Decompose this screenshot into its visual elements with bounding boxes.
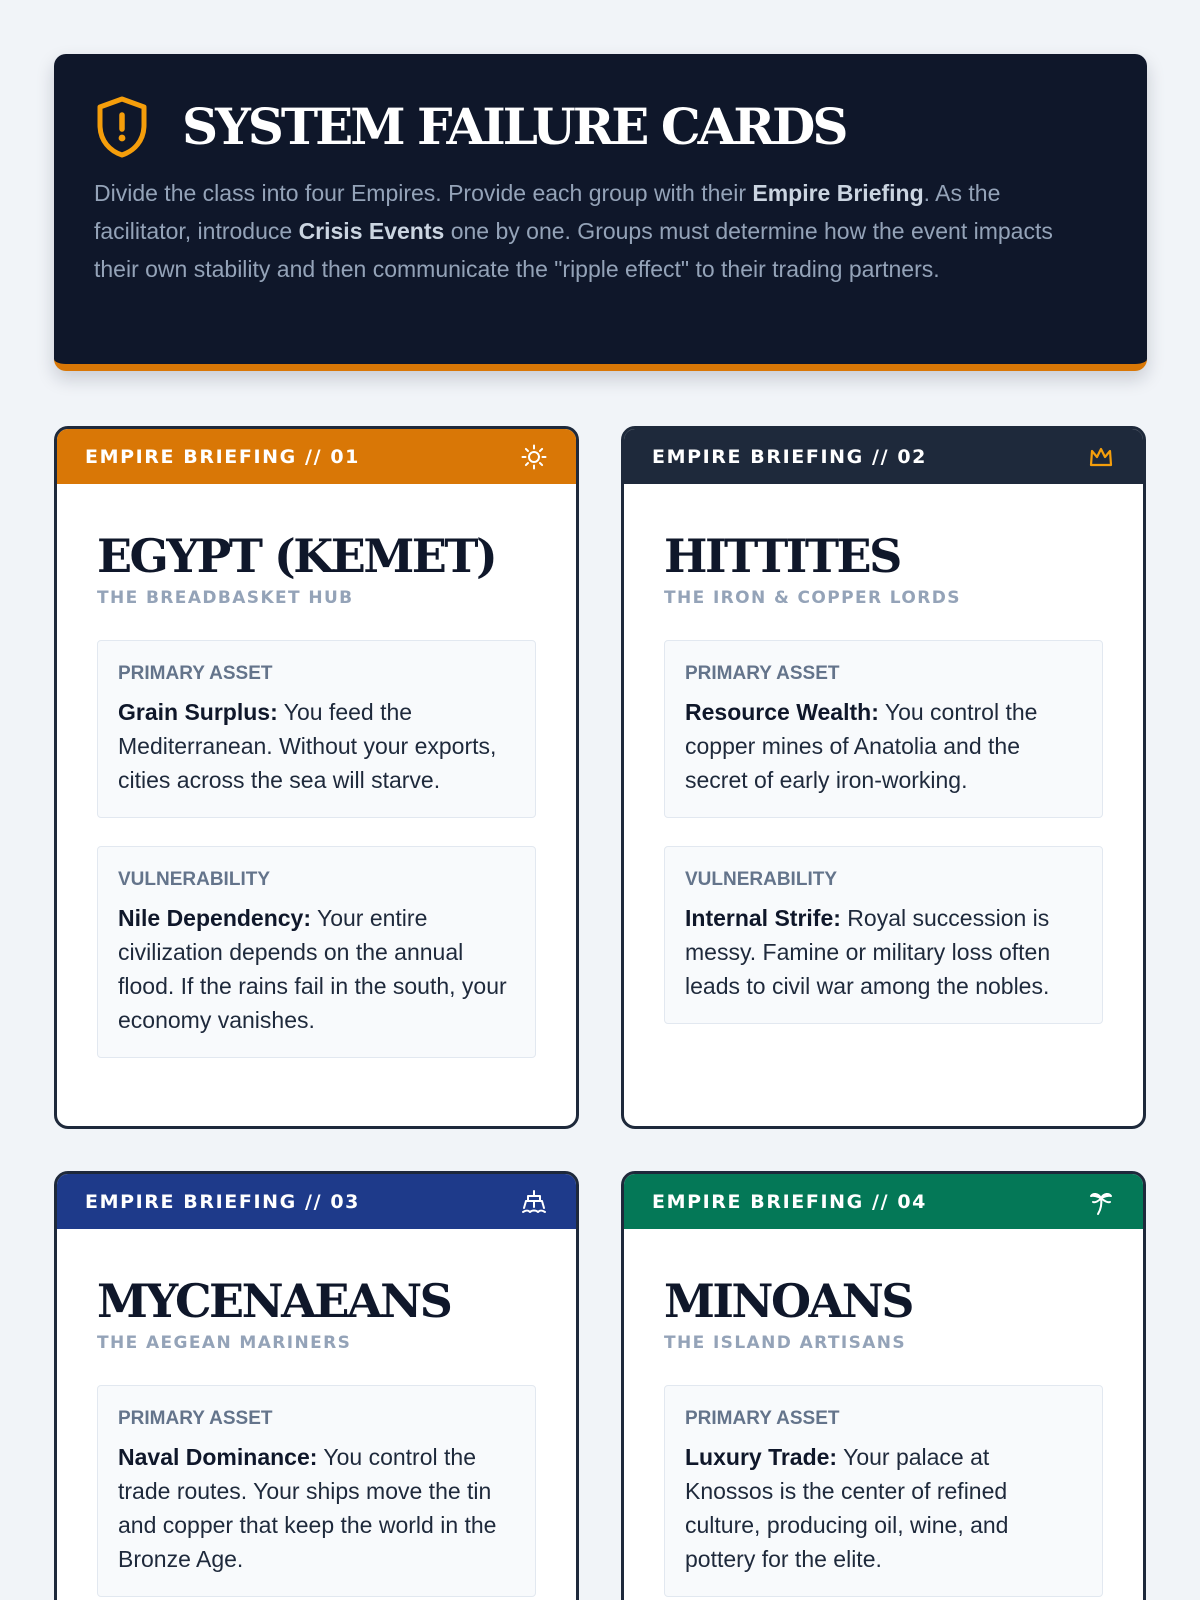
crown-icon [1087,443,1115,471]
primary-asset-label: PRIMARY ASSET [118,1408,273,1429]
card-header [57,429,576,484]
primary-asset-text [118,1440,515,1576]
card-body [624,484,1143,1024]
asset-title: Grain Surplus: [118,699,278,725]
card-body [57,1229,576,1597]
palm-tree-icon [1087,1188,1115,1216]
ship-icon [520,1188,548,1216]
vulnerability-text [685,901,1082,1003]
asset-description: You feed the Mediterranean. Without your exports, cities across the sea will starve. [118,699,497,793]
empire-name: MINOANS [664,1274,913,1328]
intro-emphasis-crisis-events: Crisis Events [298,218,445,244]
card-header-label: EMPIRE BRIEFING // 04 [652,1190,927,1213]
empire-subtitle: THE IRON & COPPER LORDS [664,588,961,608]
card-header [624,429,1143,484]
empire-card-minoans [621,1171,1146,1600]
card-header [624,1174,1143,1229]
vulnerability-description: Royal succession is messy. Famine or military loss often leads to civil war among the nobles. [685,905,1051,999]
intro-text: . As the facilitator, introduce [94,180,1001,244]
vulnerability-title: Internal Strife: [685,905,841,931]
vulnerability-text [118,901,515,1037]
asset-title: Luxury Trade: [685,1444,838,1470]
asset-title: Naval Dominance: [118,1444,318,1470]
vulnerability-title: Nile Dependency: [118,905,311,931]
vulnerability-box [664,846,1103,1024]
card-header [57,1174,576,1229]
intro-panel [54,54,1147,371]
primary-asset-box [664,640,1103,818]
primary-asset-text [118,695,515,797]
primary-asset-label: PRIMARY ASSET [685,1408,840,1429]
empire-card-hittites [621,426,1146,1129]
intro-emphasis-empire-briefing: Empire Briefing [752,180,924,206]
vulnerability-description: Your entire civilization depends on the annual flood. If the rains fail in the south, your economy vanishes. [118,905,507,1033]
primary-asset-box [97,640,536,818]
intro-text: one by one. Groups must determine how the event impacts their own stability and then communicate the "ripple effect" to their trading partners. [94,218,1053,282]
vulnerability-label: VULNERABILITY [685,869,837,890]
intro-text: Divide the class into four Empires. Provide each group with their [94,180,753,206]
card-body [57,484,576,1058]
primary-asset-label: PRIMARY ASSET [685,663,840,684]
card-header-label: EMPIRE BRIEFING // 01 [85,445,360,468]
empire-subtitle: THE ISLAND ARTISANS [664,1333,907,1353]
primary-asset-box [97,1385,536,1597]
asset-description: You control the trade routes. Your ships move the tin and copper that keep the world in the Bronze Age. [118,1444,497,1572]
empire-name: MYCENAEANS [97,1274,451,1328]
empire-subtitle: THE AEGEAN MARINERS [97,1333,352,1353]
primary-asset-box [664,1385,1103,1597]
card-header-label: EMPIRE BRIEFING // 02 [652,445,927,468]
asset-title: Resource Wealth: [685,699,879,725]
intro-title-row [94,94,1107,160]
page-title: SYSTEM FAILURE CARDS [182,97,846,156]
intro-description [94,174,1084,288]
empire-card-mycenaeans [54,1171,579,1600]
vulnerability-box [97,846,536,1058]
primary-asset-label: PRIMARY ASSET [118,663,273,684]
asset-description: You control the copper mines of Anatolia and the secret of early iron-working. [685,699,1038,793]
card-body [624,1229,1143,1597]
primary-asset-text [685,1440,1082,1576]
asset-description: Your palace at Knossos is the center of refined culture, producing oil, wine, and pottery for the elite. [685,1444,1009,1572]
sun-icon [520,443,548,471]
empire-name: EGYPT (KEMET) [97,529,496,583]
primary-asset-text [685,695,1082,797]
empire-name: HITTITES [664,529,900,583]
empire-card-egypt [54,426,579,1129]
vulnerability-label: VULNERABILITY [118,869,270,890]
card-header-label: EMPIRE BRIEFING // 03 [85,1190,360,1213]
empire-subtitle: THE BREADBASKET HUB [97,588,354,608]
shield-alert-icon [94,95,150,159]
